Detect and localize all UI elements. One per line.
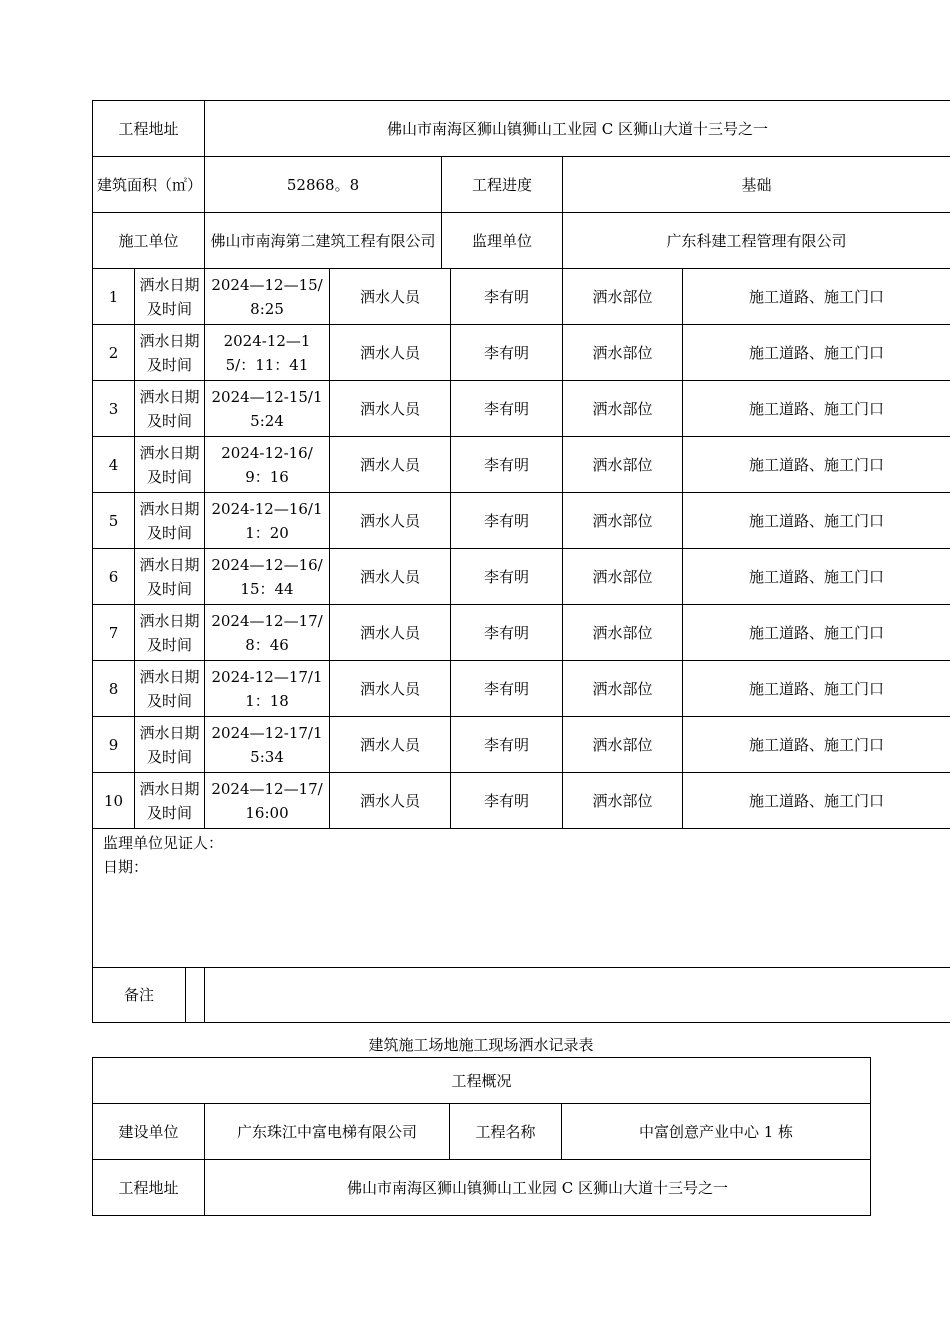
record-person-label: 洒水人员 (330, 661, 451, 717)
record-location-label: 洒水部位 (563, 325, 683, 381)
record-location: 施工道路、施工门口 (683, 661, 950, 717)
witness-cell (93, 829, 950, 968)
record-number: 8 (93, 661, 135, 717)
overview-address-label: 工程地址 (93, 1160, 205, 1216)
record-person-label: 洒水人员 (330, 437, 451, 493)
record-person: 李有明 (451, 269, 563, 325)
record-row (93, 717, 950, 773)
record-date-label: 洒水日期及时间 (135, 437, 205, 493)
record-row (93, 773, 950, 829)
progress-label: 工程进度 (442, 157, 563, 213)
project-name-label: 工程名称 (450, 1104, 562, 1160)
record-person: 李有明 (451, 325, 563, 381)
record-date-label: 洒水日期及时间 (135, 773, 205, 829)
record-person: 李有明 (451, 493, 563, 549)
record-location-label: 洒水部位 (563, 437, 683, 493)
record-location: 施工道路、施工门口 (683, 437, 950, 493)
record-datetime: 2024—12—15/8:25 (205, 269, 330, 325)
record-person: 李有明 (451, 717, 563, 773)
record-location: 施工道路、施工门口 (683, 549, 950, 605)
record-person: 李有明 (451, 605, 563, 661)
record-person-label: 洒水人员 (330, 773, 451, 829)
watering-record-table (92, 100, 950, 1023)
record-person-label: 洒水人员 (330, 493, 451, 549)
record-number: 4 (93, 437, 135, 493)
record-date-label: 洒水日期及时间 (135, 493, 205, 549)
record-number: 1 (93, 269, 135, 325)
record-datetime: 2024-12-16/9：16 (205, 437, 330, 493)
record-number: 2 (93, 325, 135, 381)
record-location: 施工道路、施工门口 (683, 325, 950, 381)
progress-value: 基础 (563, 157, 950, 213)
record-date-label: 洒水日期及时间 (135, 605, 205, 661)
contractor-label: 施工单位 (93, 213, 205, 269)
record-datetime: 2024-12—17/11：18 (205, 661, 330, 717)
record-date-label: 洒水日期及时间 (135, 549, 205, 605)
record-location: 施工道路、施工门口 (683, 717, 950, 773)
record-date-label: 洒水日期及时间 (135, 381, 205, 437)
record-location-label: 洒水部位 (563, 717, 683, 773)
project-overview-table (92, 1057, 871, 1216)
record-location-label: 洒水部位 (563, 773, 683, 829)
record-row (93, 661, 950, 717)
record-datetime: 2024—12-15/15:24 (205, 381, 330, 437)
witness-label: 监理单位见证人： (103, 834, 224, 852)
overview-address-value: 佛山市南海区狮山镇狮山工业园 C 区狮山大道十三号之一 (205, 1160, 871, 1216)
area-label: 建筑面积（㎡） (93, 157, 205, 213)
area-value: 52868。8 (205, 157, 442, 213)
record-location: 施工道路、施工门口 (683, 381, 950, 437)
record-row (93, 605, 950, 661)
record-location-label: 洒水部位 (563, 605, 683, 661)
supervisor-value: 广东科建工程管理有限公司 (563, 213, 950, 269)
remarks-label: 备注 (93, 968, 186, 1022)
record-location-label: 洒水部位 (563, 269, 683, 325)
contractor-value: 佛山市南海第二建筑工程有限公司 (205, 213, 442, 269)
record-person: 李有明 (451, 549, 563, 605)
form-title: 建筑施工场地施工现场洒水记录表 (368, 1036, 594, 1054)
record-person-label: 洒水人员 (330, 549, 451, 605)
record-datetime: 2024—12—16/15：44 (205, 549, 330, 605)
project-name-value: 中富创意产业中心 1 栋 (562, 1104, 871, 1160)
record-row (93, 437, 950, 493)
builder-label: 建设单位 (93, 1104, 205, 1160)
record-location-label: 洒水部位 (563, 661, 683, 717)
supervisor-label: 监理单位 (442, 213, 563, 269)
remarks-cell (93, 968, 205, 1023)
record-row (93, 381, 950, 437)
record-person: 李有明 (451, 437, 563, 493)
record-date-label: 洒水日期及时间 (135, 717, 205, 773)
builder-value: 广东珠江中富电梯有限公司 (205, 1104, 450, 1160)
record-number: 6 (93, 549, 135, 605)
record-datetime: 2024—12-17/15:34 (205, 717, 330, 773)
record-date-label: 洒水日期及时间 (135, 269, 205, 325)
record-person-label: 洒水人员 (330, 605, 451, 661)
address-label: 工程地址 (93, 101, 205, 157)
record-location: 施工道路、施工门口 (683, 773, 950, 829)
record-location: 施工道路、施工门口 (683, 269, 950, 325)
record-row (93, 325, 950, 381)
record-datetime: 2024-12—15/：11：41 (205, 325, 330, 381)
record-person: 李有明 (451, 381, 563, 437)
record-number: 3 (93, 381, 135, 437)
remarks-value (205, 968, 950, 1023)
witness-date-label: 日期： (103, 858, 149, 876)
record-location-label: 洒水部位 (563, 549, 683, 605)
record-location-label: 洒水部位 (563, 493, 683, 549)
record-datetime: 2024—12—17/8：46 (205, 605, 330, 661)
record-row (93, 493, 950, 549)
record-person: 李有明 (451, 661, 563, 717)
record-number: 7 (93, 605, 135, 661)
record-datetime: 2024—12—17/16:00 (205, 773, 330, 829)
record-number: 9 (93, 717, 135, 773)
record-person: 李有明 (451, 773, 563, 829)
record-person-label: 洒水人员 (330, 717, 451, 773)
record-person-label: 洒水人员 (330, 325, 451, 381)
record-location: 施工道路、施工门口 (683, 493, 950, 549)
record-number: 10 (93, 773, 135, 829)
record-date-label: 洒水日期及时间 (135, 325, 205, 381)
record-location: 施工道路、施工门口 (683, 605, 950, 661)
record-row (93, 269, 950, 325)
address-value: 佛山市南海区狮山镇狮山工业园 C 区狮山大道十三号之一 (205, 101, 950, 157)
record-date-label: 洒水日期及时间 (135, 661, 205, 717)
record-number: 5 (93, 493, 135, 549)
overview-section-label: 工程概况 (93, 1058, 871, 1104)
record-datetime: 2024-12—16/11：20 (205, 493, 330, 549)
record-row (93, 549, 950, 605)
record-person-label: 洒水人员 (330, 381, 451, 437)
record-location-label: 洒水部位 (563, 381, 683, 437)
record-person-label: 洒水人员 (330, 269, 451, 325)
